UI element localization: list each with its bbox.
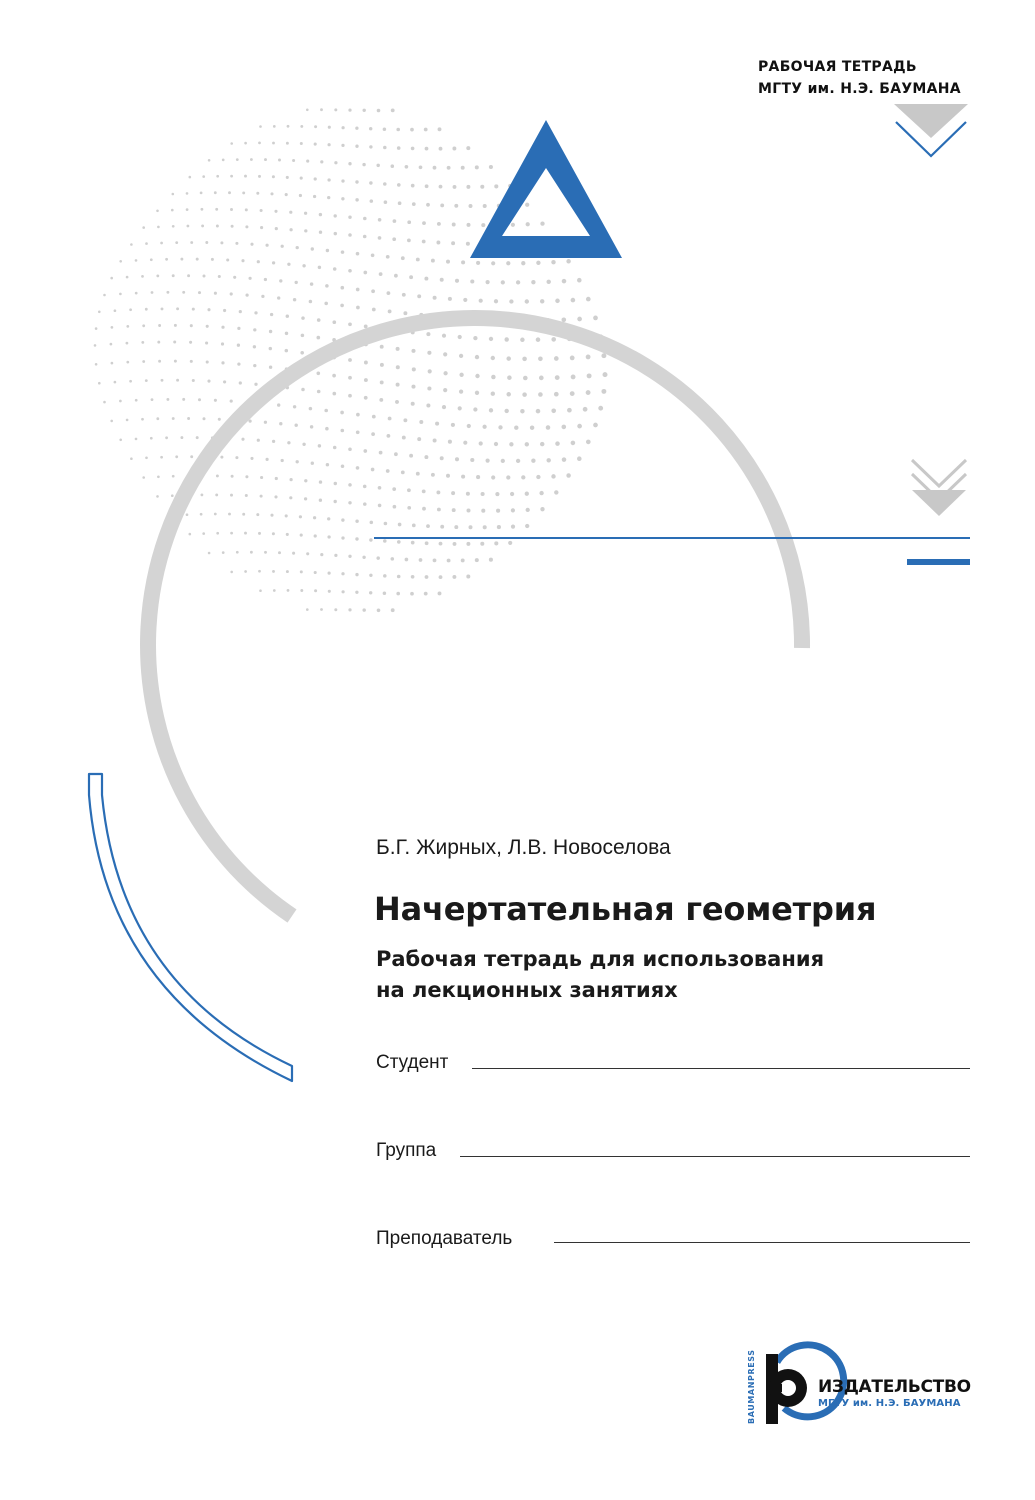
teacher-label: Преподаватель — [376, 1228, 513, 1249]
accent-bar — [907, 559, 970, 565]
chevron-down-icon — [894, 104, 968, 156]
publisher-vertical-text: BAUMANPRESS — [747, 1349, 756, 1424]
authors: Б.Г. Жирных, Л.В. Новоселова — [376, 836, 671, 859]
group-field[interactable] — [460, 1156, 970, 1157]
series-line-2: МГТУ им. Н.Э. БАУМАНА — [758, 81, 961, 97]
publisher-line-1: ИЗДАТЕЛЬСТВО — [818, 1377, 971, 1397]
publisher-name — [818, 1377, 971, 1411]
series-line-1: РАБОЧАЯ ТЕТРАДЬ — [758, 59, 917, 75]
double-chevron-down-icon — [912, 460, 966, 516]
teacher-field[interactable] — [554, 1242, 970, 1243]
book-title: Начертательная геометрия — [374, 890, 877, 928]
subtitle-line-1: Рабочая тетрадь для использования — [376, 947, 825, 971]
student-field[interactable] — [472, 1068, 970, 1069]
subtitle-line-2: на лекционных занятиях — [376, 978, 678, 1002]
delta-triangle-icon — [470, 120, 622, 258]
group-label: Группа — [376, 1140, 437, 1161]
book-subtitle — [376, 944, 824, 1006]
student-label: Студент — [376, 1052, 449, 1073]
series-header — [758, 56, 961, 100]
publisher-line-2: МГТУ им. Н.Э. БАУМАНА — [818, 1398, 961, 1409]
